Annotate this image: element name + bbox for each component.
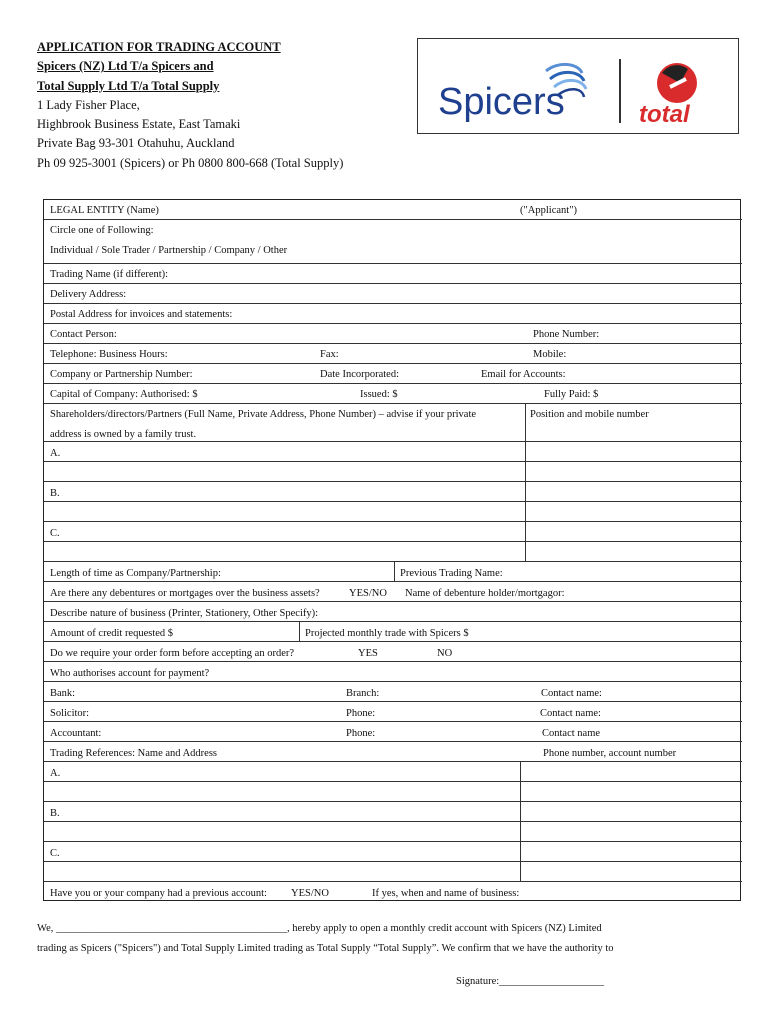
row-divider [44, 621, 742, 622]
column-divider [299, 621, 300, 641]
row-divider [44, 601, 742, 602]
solicitor-label: Solicitor: [50, 708, 90, 719]
bank-contact-name-label: Contact name: [541, 688, 602, 699]
phone-number-label: Phone Number: [533, 329, 600, 340]
delivery-address-label: Delivery Address: [50, 289, 127, 300]
reference-row-a: A. [50, 768, 61, 779]
row-divider [44, 741, 742, 742]
row-divider [44, 263, 742, 264]
row-divider [44, 363, 742, 364]
total-logo-icon [657, 63, 697, 103]
position-mobile-label: Position and mobile number [530, 409, 649, 420]
row-divider [44, 283, 742, 284]
entity-type-options[interactable]: Individual / Sole Trader / Partnership / Company / Other [50, 245, 288, 256]
spicers-logo: Spicers [438, 81, 565, 123]
trading-name-label: Trading Name (if different): [50, 269, 169, 280]
row-divider [44, 861, 742, 862]
row-divider [44, 581, 742, 582]
reference-row-c: C. [50, 848, 60, 859]
row-divider [44, 781, 742, 782]
row-divider [44, 323, 742, 324]
row-divider [44, 219, 742, 220]
company-number-label: Company or Partnership Number: [50, 369, 193, 380]
row-divider [44, 841, 742, 842]
row-divider [44, 561, 742, 562]
row-divider [44, 681, 742, 682]
row-divider [44, 303, 742, 304]
column-divider [394, 561, 395, 581]
mobile-label: Mobile: [533, 349, 567, 360]
accountant-label: Accountant: [50, 728, 102, 739]
row-divider [44, 701, 742, 702]
email-accounts-label: Email for Accounts: [481, 369, 566, 380]
accountant-phone-label: Phone: [346, 728, 376, 739]
reference-row-b: B. [50, 808, 60, 819]
issued-label: Issued: $ [360, 389, 398, 400]
debenture-holder-label: Name of debenture holder/mortgagor: [405, 588, 565, 599]
order-form-yes[interactable]: YES [358, 648, 378, 659]
debentures-label: Are there any debentures or mortgages over the business assets? [50, 588, 320, 599]
previous-account-yes-no[interactable]: YES/NO [291, 888, 329, 899]
projected-trade-label: Projected monthly trade with Spicers $ [305, 628, 469, 639]
row-divider [44, 481, 742, 482]
credit-requested-label: Amount of credit requested $ [50, 628, 174, 639]
declaration-line-2: trading as Spicers ("Spicers") and Total Supply Limited trading as Total Supply “Total Supply”. We confirm that we have the authority to [37, 943, 614, 954]
solicitor-contact-name-label: Contact name: [540, 708, 601, 719]
application-form [43, 199, 741, 901]
bank-label: Bank: [50, 688, 76, 699]
signature-field[interactable]: Signature:____________________ [456, 976, 605, 987]
row-divider [44, 441, 742, 442]
row-divider [44, 403, 742, 404]
row-divider [44, 641, 742, 642]
logo-box [417, 38, 739, 134]
if-yes-label: If yes, when and name of business: [372, 888, 520, 899]
solicitor-phone-label: Phone: [346, 708, 376, 719]
column-divider [520, 761, 521, 881]
accountant-contact-name-label: Contact name [542, 728, 601, 739]
shareholders-label: Shareholders/directors/Partners (Full Name, Private Address, Phone Number) – advise if your private [50, 409, 477, 420]
address-line: 1 Lady Fisher Place, [37, 97, 140, 112]
branch-label: Branch: [346, 688, 380, 699]
circle-one-label: Circle one of Following: [50, 225, 154, 236]
previous-account-label: Have you or your company had a previous account: [50, 888, 267, 899]
company-line-1: Spicers (NZ) Ltd T/a Spicers and [37, 59, 214, 74]
trading-references-label: Trading References: Name and Address [50, 748, 217, 759]
phone-account-label: Phone number, account number [543, 748, 677, 759]
shareholders-label-cont: address is owned by a family trust. [50, 429, 197, 440]
row-divider [44, 521, 742, 522]
capital-label: Capital of Company: Authorised: $ [50, 389, 198, 400]
who-authorises-label: Who authorises account for payment? [50, 668, 210, 679]
row-divider [44, 661, 742, 662]
address-line: Highbrook Business Estate, East Tamaki [37, 117, 241, 132]
shareholder-row-a: A. [50, 448, 61, 459]
debentures-yes-no[interactable]: YES/NO [349, 588, 387, 599]
date-incorporated-label: Date Incorporated: [320, 369, 400, 380]
header-block [37, 38, 343, 173]
row-divider [44, 801, 742, 802]
row-divider [44, 383, 742, 384]
declaration-line-1: We, ____________________________________________, hereby apply to open a monthly credit account with Spicers (NZ) Limited [37, 923, 602, 934]
shareholder-row-c: C. [50, 528, 60, 539]
fax-label: Fax: [320, 349, 339, 360]
order-form-no[interactable]: NO [437, 648, 453, 659]
row-divider [44, 821, 742, 822]
column-divider [525, 403, 526, 561]
phone-line: Ph 09 925-3001 (Spicers) or Ph 0800 800-668 (Total Supply) [37, 155, 344, 170]
row-divider [44, 501, 742, 502]
row-divider [44, 541, 742, 542]
applicant-label: ("Applicant") [520, 205, 577, 216]
legal-entity-label: LEGAL ENTITY (Name) [50, 205, 159, 216]
telephone-label: Telephone: Business Hours: [50, 349, 168, 360]
form-title: APPLICATION FOR TRADING ACCOUNT [37, 40, 281, 54]
previous-trading-label: Previous Trading Name: [400, 568, 503, 579]
row-divider [44, 881, 742, 882]
postal-address-label: Postal Address for invoices and statements: [50, 309, 233, 320]
nature-of-business-label: Describe nature of business (Printer, Stationery, Other Specify): [50, 608, 319, 619]
row-divider [44, 721, 742, 722]
length-of-time-label: Length of time as Company/Partnership: [50, 568, 221, 579]
shareholder-row-b: B. [50, 488, 60, 499]
row-divider [44, 343, 742, 344]
total-logo: total [639, 101, 690, 128]
address-line: Private Bag 93-301 Otahuhu, Auckland [37, 136, 235, 151]
order-form-label: Do we require your order form before accepting an order? [50, 648, 295, 659]
logos [418, 39, 738, 133]
contact-person-label: Contact Person: [50, 329, 117, 340]
row-divider [44, 461, 742, 462]
company-line-2: Total Supply Ltd T/a Total Supply [37, 78, 220, 93]
fully-paid-label: Fully Paid: $ [544, 389, 599, 400]
row-divider [44, 761, 742, 762]
